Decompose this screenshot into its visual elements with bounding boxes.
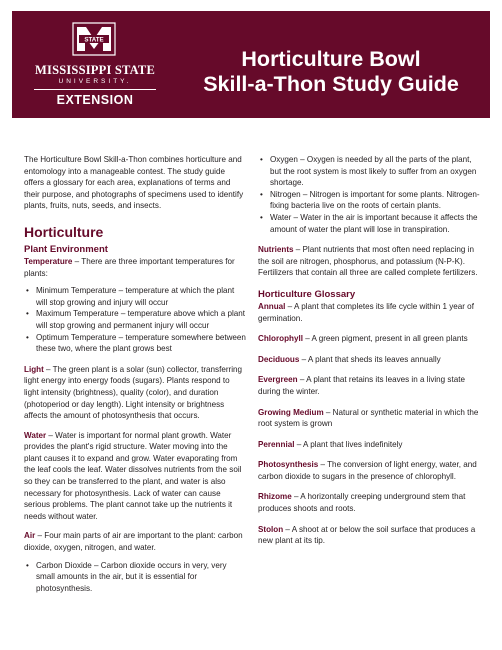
list-item: • Water – Water in the air is important because it affects the amount of water the plant will lose in transpiration. bbox=[258, 212, 482, 235]
plant-environment-heading: Plant Environment bbox=[24, 243, 108, 255]
glossary-term: Deciduous bbox=[258, 354, 300, 364]
document-title bbox=[186, 47, 476, 97]
glossary-entry bbox=[258, 459, 482, 482]
light-paragraph bbox=[24, 364, 246, 422]
left-column bbox=[24, 154, 246, 603]
glossary-entry bbox=[258, 491, 482, 514]
title-line-2: Skill-a-Thon Study Guide bbox=[203, 72, 459, 96]
term-nutrients: Nutrients bbox=[258, 245, 294, 255]
glossary-definition: – A plant that completes its life cycle within 1 year of germination. bbox=[258, 301, 474, 323]
glossary-entry bbox=[258, 333, 482, 345]
light-text: – The green plant is a solar (sun) collector, transferring light energy into energy foods (sugars). Plants respond to light intensity (brightness), quality (color), and duration (photoperiod or day length). Light intensity or brightness affects the amount of photosynthesis that occurs. bbox=[24, 364, 243, 421]
glossary-definition: – Natural or synthetic material in which the root system is grown bbox=[258, 407, 479, 429]
glossary-term: Perennial bbox=[258, 439, 295, 449]
air-paragraph bbox=[24, 530, 246, 553]
term-air: Air bbox=[24, 531, 36, 541]
msu-extension-logo bbox=[26, 19, 164, 111]
logo-divider bbox=[34, 89, 156, 90]
section-title-horticulture: Horticulture bbox=[24, 223, 104, 240]
glossary-entry bbox=[258, 301, 482, 324]
glossary-term: Stolon bbox=[258, 524, 284, 534]
nutrients-text: – Plant nutrients that most often need replacing in the soil are nitrogen, phosphorus, and potassium (N-P-K). Fertilizers that contain all three are called complete fertilizers. bbox=[258, 245, 478, 278]
glossary-definition: – A plant that lives indefinitely bbox=[294, 439, 403, 449]
right-column bbox=[258, 154, 482, 556]
temperature-text: – There are three important temperatures for plants: bbox=[24, 256, 235, 278]
term-water: Water bbox=[24, 430, 47, 440]
glossary-heading: Horticulture Glossary bbox=[258, 288, 356, 300]
glossary-term: Photosynthesis bbox=[258, 460, 319, 470]
glossary-term: Growing Medium bbox=[258, 407, 324, 417]
water-text: – Water is important for normal plant growth. Water provides the plant's rigid structure. Water moving into the plant causes it to expand and grow. Water evaporating from the leaf cools the leaf. Water dissolves nutrients from the soil so they can be transferred to the plant, and water is also necessary for photosynthesis. Lack of water can cause serious problems. The plant cannot take up the nutrients it needs without water. bbox=[24, 430, 242, 521]
nutrients-paragraph bbox=[258, 244, 482, 279]
glossary-term: Evergreen bbox=[258, 375, 298, 385]
list-item: • Oxygen – Oxygen is needed by all the parts of the plant, but the root system is most likely to suffer from an oxygen shortage. bbox=[258, 154, 482, 189]
glossary-definition: – A horizontally creeping underground stem that produces shoots and roots. bbox=[258, 492, 466, 514]
header-banner bbox=[12, 11, 490, 118]
glossary-entry bbox=[258, 439, 482, 451]
logo-university-name: MISSISSIPPI STATE bbox=[35, 63, 155, 77]
glossary-term: Annual bbox=[258, 301, 286, 311]
glossary-term: Chlorophyll bbox=[258, 334, 303, 344]
logo-university-label: UNIVERSITY. bbox=[58, 78, 132, 85]
list-item: • Carbon Dioxide – Carbon dioxide occurs in very, very small amounts in the air, but it is essential for photosynthesis. bbox=[24, 560, 246, 595]
temperature-list bbox=[24, 285, 246, 355]
logo-extension-label: EXTENSION bbox=[56, 93, 134, 107]
list-item: • Minimum Temperature – temperature at which the plant will stop growing and injury will occur bbox=[24, 285, 246, 308]
term-light: Light bbox=[24, 364, 44, 374]
list-item: • Optimum Temperature – temperature somewhere between these two, where the plant grows best bbox=[24, 332, 246, 355]
air-list-part-1 bbox=[24, 560, 246, 595]
air-text: – Four main parts of air are important to the plant: carbon dioxide, oxygen, nitrogen, and water. bbox=[24, 531, 243, 553]
glossary-entry bbox=[258, 524, 482, 547]
logo-mark-text: STATE bbox=[84, 36, 104, 44]
glossary-entry bbox=[258, 354, 482, 366]
intro-paragraph: The Horticulture Bowl Skill-a-Thon combines horticulture and entomology into a manageable contest. The study guide offers a glossary for each area, explanations of terms and their purpose, and photographs of specimens used to identify plants, fruits, nuts, seeds, and insects. bbox=[24, 155, 244, 211]
msu-logo-mark-icon bbox=[69, 19, 119, 59]
title-line-1: Horticulture Bowl bbox=[241, 47, 421, 71]
term-temperature: Temperature bbox=[24, 256, 73, 266]
list-item: • Maximum Temperature – temperature above which a plant will stop growing and permanent injury will occur bbox=[24, 308, 246, 331]
glossary-definition: – A shoot at or below the soil surface that produces a new plant at its tip. bbox=[258, 524, 476, 546]
glossary-entry bbox=[258, 374, 482, 397]
glossary-definition: – A plant that retains its leaves in a living state during the winter. bbox=[258, 375, 465, 396]
temperature-paragraph bbox=[24, 256, 246, 279]
glossary-definition: – A green pigment, present in all green plants bbox=[302, 334, 468, 344]
water-paragraph bbox=[24, 430, 246, 523]
glossary-definition: – The conversion of light energy, water, and carbon dioxide to sugars in the presence of chlorophyll. bbox=[258, 460, 477, 481]
air-list-part-2 bbox=[258, 154, 482, 235]
list-item: • Nitrogen – Nitrogen is important for some plants. Nitrogen-fixing bacteria live on the roots of certain plants. bbox=[258, 189, 482, 212]
glossary-term: Rhizome bbox=[258, 492, 292, 502]
glossary-definition: – A plant that sheds its leaves annually bbox=[299, 354, 441, 364]
glossary-entry bbox=[258, 407, 482, 430]
